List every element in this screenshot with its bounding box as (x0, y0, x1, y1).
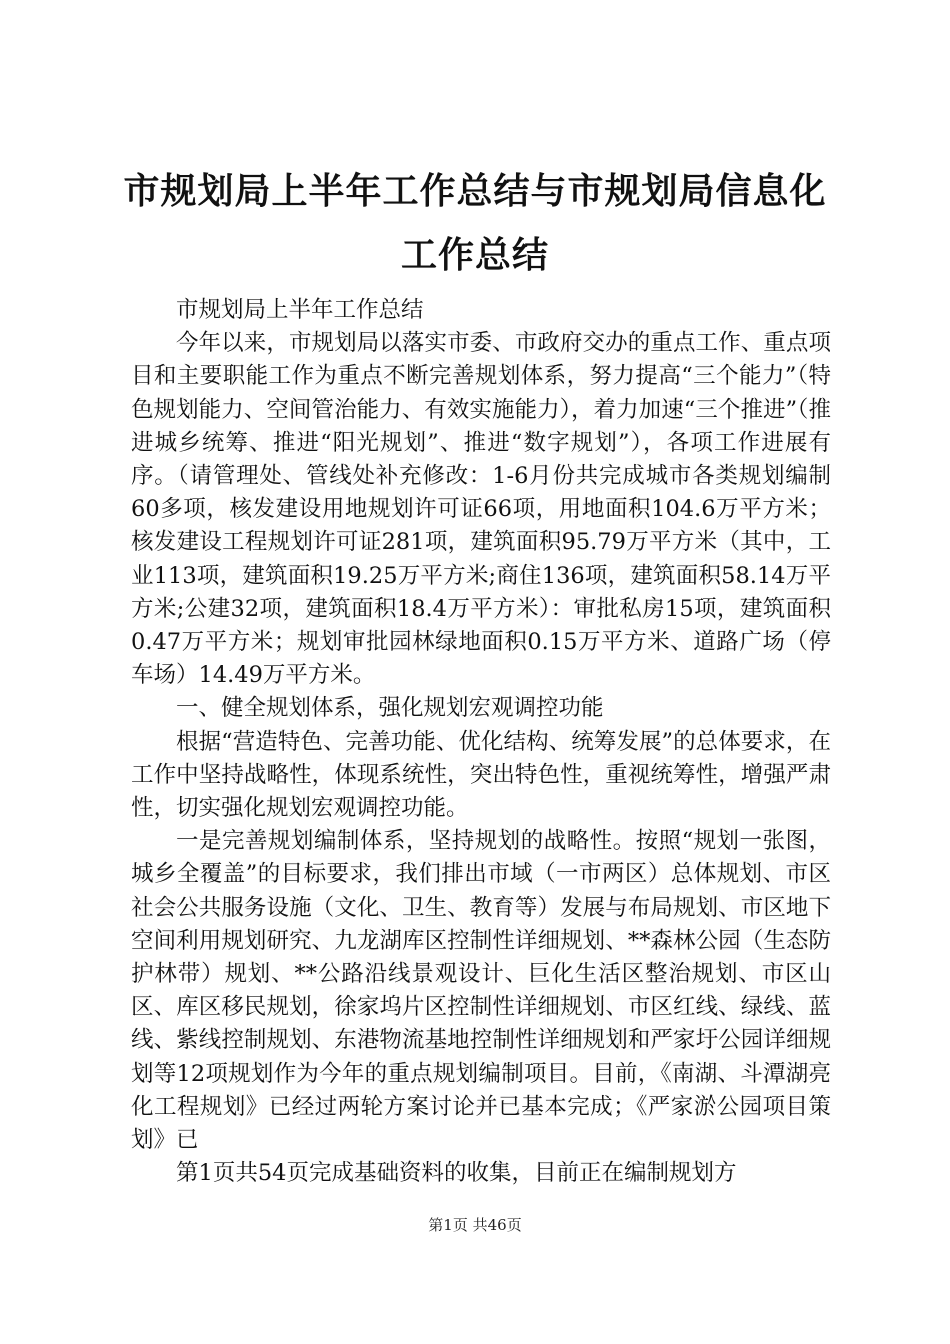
document-body (131, 294, 831, 1190)
paragraph-subtitle: 市规划局上半年工作总结 (176, 297, 424, 323)
paragraph-requirements: 根据“营造特色、完善功能、优化结构、统筹发展”的总体要求，在工作中坚持战略性，体现系统性，突出特色性，重视统筹性，增强严肃性，切实强化规划宏观调控功能。 (131, 728, 831, 822)
section-heading-1: 一、健全规划体系，强化规划宏观调控功能 (176, 695, 604, 722)
paragraph-planning-system: 一是完善规划编制体系，坚持规划的战略性。按照“规划一张图，城乡全覆盖”的目标要求，我们排出市域（一市两区）总体规划、市区社会公共服务设施（文化、卫生、教育等）发展与布局规划、市区地下空间利用规划研究、九龙湖库区控制性详细规划、**森林公园（生态防护林带）规划、**公路沿线景观设计、巨化生活区整治规划、市区山区、库区移民规划，徐家坞片区控制性详细规划、市区红线、绿线、蓝线、紫线控制规划、东港物流基地控制性详细规划和严家圩公园详细规划等12项规划作为今年的重点规划编制项目。目前，《南湖、斗潭湖亮化工程规划》已经过两轮方案讨论并已基本完成；《严家淤公园项目策划》已 (131, 828, 831, 1154)
page-footer: 第1页 共46页 (428, 1216, 522, 1234)
paragraph-intro: 今年以来，市规划局以落实市委、市政府交办的重点工作、重点项目和主要职能工作为重点不断完善规划体系，努力提高“三个能力”（特色规划能力、空间管治能力、有效实施能力），着力加速“三个推进”（推进城乡统筹、推进“阳光规划”、推进“数字规划”），各项工作进展有序。（请管理处、管线处补充修改：1-6月份共完成城市各类规划编制60多项，核发建设用地规划许可证66项，用地面积104.6万平方米；核发建设工程规划许可证281项，建筑面积95.79万平方米（其中，工业113项，建筑面积19.25万平方米;商住136项，建筑面积58.14万平方米;公建32项，建筑面积18.4万平方米）：审批私房15项，建筑面积0.47万平方米；规划审批园林绿地面积0.15万平方米、道路广场（停车场）14.49万平方米。 (131, 330, 831, 689)
paragraph-continued: 第1页共54页完成基础资料的收集，目前正在编制规划方 (176, 1160, 737, 1187)
document-title: 市规划局上半年工作总结与市规划局信息化工作总结 (123, 171, 827, 276)
